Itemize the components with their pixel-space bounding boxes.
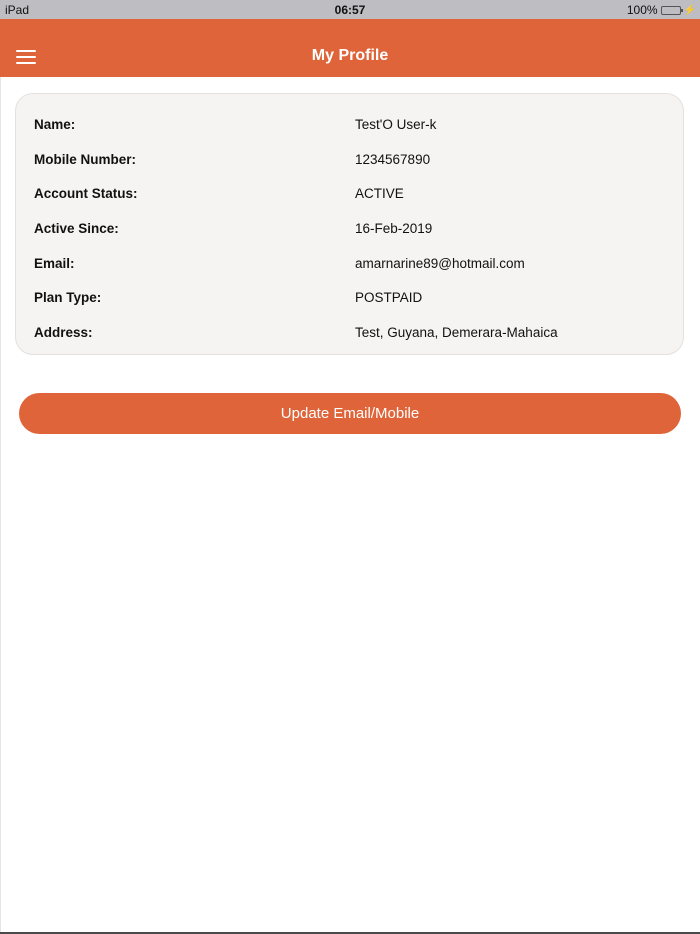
email-value: amarnarine89@hotmail.com [355, 256, 525, 271]
profile-row-status [34, 186, 674, 206]
name-label: Name: [34, 117, 76, 132]
name-value: Test'O User-k [355, 117, 437, 132]
battery-icon [661, 6, 681, 15]
mobile-label: Mobile Number: [34, 152, 137, 167]
active-since-value: 16-Feb-2019 [355, 221, 433, 236]
profile-row-plan [34, 290, 674, 310]
status-value: ACTIVE [355, 186, 404, 201]
device-name: iPad [5, 3, 30, 17]
profile-row-name [34, 117, 674, 137]
profile-row-email [34, 256, 674, 276]
profile-row-active-since [34, 221, 674, 241]
active-since-label: Active Since: [34, 221, 119, 236]
profile-row-mobile [34, 152, 674, 172]
nav-bar [0, 19, 700, 77]
mobile-value: 1234567890 [355, 152, 431, 167]
status-label: Account Status: [34, 186, 138, 201]
page-title: My Profile [311, 47, 389, 64]
profile-card [15, 93, 684, 355]
address-label: Address: [34, 325, 93, 340]
plan-value: POSTPAID [355, 290, 423, 305]
clock: 06:57 [334, 3, 366, 17]
battery-status [627, 3, 696, 17]
charging-icon: ⚡ [683, 4, 696, 16]
battery-percent: 100% [626, 3, 658, 17]
email-label: Email: [34, 256, 75, 271]
update-email-mobile-button[interactable]: Update Email/Mobile [19, 393, 681, 434]
profile-row-address [34, 325, 674, 345]
plan-label: Plan Type: [34, 290, 102, 305]
status-bar [0, 0, 700, 19]
address-value: Test, Guyana, Demerara-Mahaica [355, 325, 558, 340]
